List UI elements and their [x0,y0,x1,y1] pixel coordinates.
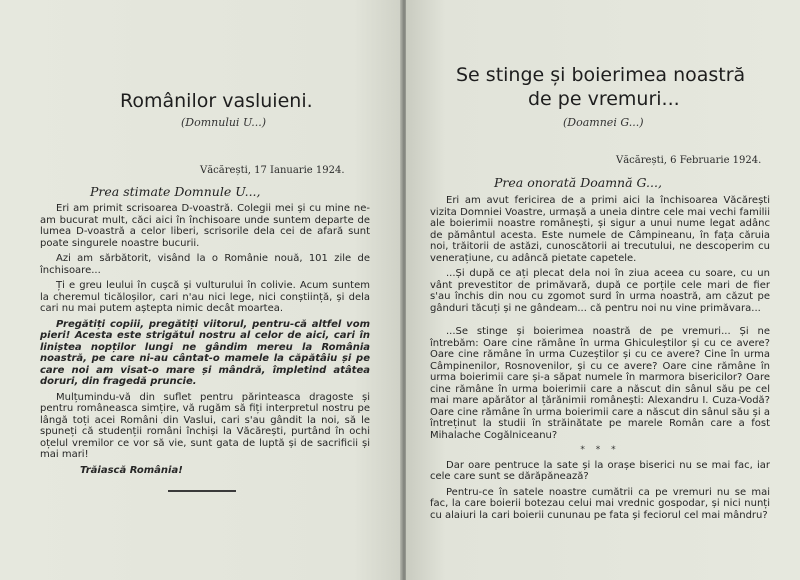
right-paragraph: ...Se stinge și boierimea noastră de pe vremuri... Și ne întrebăm: Oare cine rămâne în urma Ghiculeștilor și cu ce avere? Oare cine rămâne în urma Cuzeștilor și cu ce avere? Cine în urma Câmpinenilor, Rosnovenilor, și cu ce avere? Oare cine rămâne în urma boierimii care și-a săpat numele în marmora bisericilor? Oare cine rămâne în urma boierimii care a născut din sânul său pe cel mai mare apărător al țărănimii românești: Alexandru I. Cuza-Vodă? Oare cine rămâne în urma boierimii care a născut din sânul său și a întreținut la studii în străinătate pe marele Român care a fost Mihalache Cogălniceanu? [430,326,770,441]
left-body [40,203,370,476]
closing-rule [168,490,236,492]
left-paragraph: Azi am sărbătorit, visând la o Românie nouă, 101 zile de închisoare... [40,253,370,276]
left-date: Văcărești, 17 Ianuarie 1924. [200,165,345,176]
right-paragraph: Eri am avut fericirea de a primi aici la închisoarea Văcărești vizita Domniei Voastre, urmașă a uneia dintre cele mai vechi familii ale boierimii noastre românești, și sigur a unui nume legat adânc de pământul acesta. Este numele de Câmpineanu, în fața căruia noi, trăitorii de astăzi, cunoscătorii ai trecutului, ne descoperim cu venerațiune, cu adâncă pietate capetele. [430,195,770,264]
left-salutation: Prea stimate Domnule U..., [90,184,261,199]
left-paragraph: Eri am primit scrisoarea D-voastră. Colegii mei și cu mine ne-am bucurat mult, căci aici în închisoare unde suntem departe de lumea D-voastră a celor liberi, scrisorile dela cei de afară sunt poate singurele noastre bucurii. [40,203,370,249]
section-separator: * * * [580,445,620,455]
right-body [430,195,770,521]
left-subtitle: (Domnului U...) [181,116,266,129]
left-paragraph: Mulțumindu-vă din suflet pentru părinteasca dragoste și pentru româneasca simțire, vă rugăm să fiți interpretul nostru pe lângă toți acei Români din Vaslui, cari s'au gândit la noi, să le spuneți că studenții români închiși la Văcărești, purtând în ochi oțelul vremilor ce vor să vie, sunt gata de luptă și de sacrificii și mai mari! [40,391,370,460]
right-title-line1: Se stinge și boierimea noastră [456,64,746,86]
left-paragraph: Pregătiți copiii, pregătiți viitorul, pentru-că altfel vom pieri! Acesta este strigătul nostru al celor de aici, cari în liniștea nopților lungi ne gândim mereu la România noastră, pe care ni-au cântat-o mamele la căpătâiu și pe care noi am visat-o mare și mândră, împletind atâtea doruri, din fragedă pruncie. [40,318,370,387]
right-title-line2: de pe vremuri... [528,88,680,110]
right-paragraph: Dar oare pentruce la sate și la orașe biserici nu se mai fac, iar cele care sunt se dărăpănează? [430,459,770,482]
left-closing: Trăiască România! [80,464,183,476]
right-paragraph: ...Și după ce ați plecat dela noi în ziua aceea cu soare, cu un vânt prevestitor de primăvară, după ce porțile cele mari de fier s'au închis din nou cu zgomot surd în urma noastră, am căzut pe gânduri tăcuți și ne gândeam... că pentru noi nu vine primăvara... [430,268,770,314]
right-date: Văcărești, 6 Februarie 1924. [616,155,762,166]
right-salutation: Prea onorată Doamnă G..., [494,175,662,190]
left-paragraph: Ți e greu leului în cușcă și vulturului în colivie. Acum suntem la cheremul ticăloșilor, cari n'au nici lege, nici conștiință, și dela cari nu mai putem aștepta nimic decât moartea. [40,280,370,314]
left-title: Românilor vasluieni. [120,90,313,112]
right-paragraph: Pentru-ce în satele noastre cumătrii ca pe vremuri nu se mai fac, la care boierii botezau celui mai vrednic gospodar, și nici nunți cu alaiuri la cari boierii cununau pe fata și feciorul cel mai mândru? [430,486,770,521]
right-page [406,0,800,580]
right-subtitle: (Doamnei G...) [563,116,644,129]
